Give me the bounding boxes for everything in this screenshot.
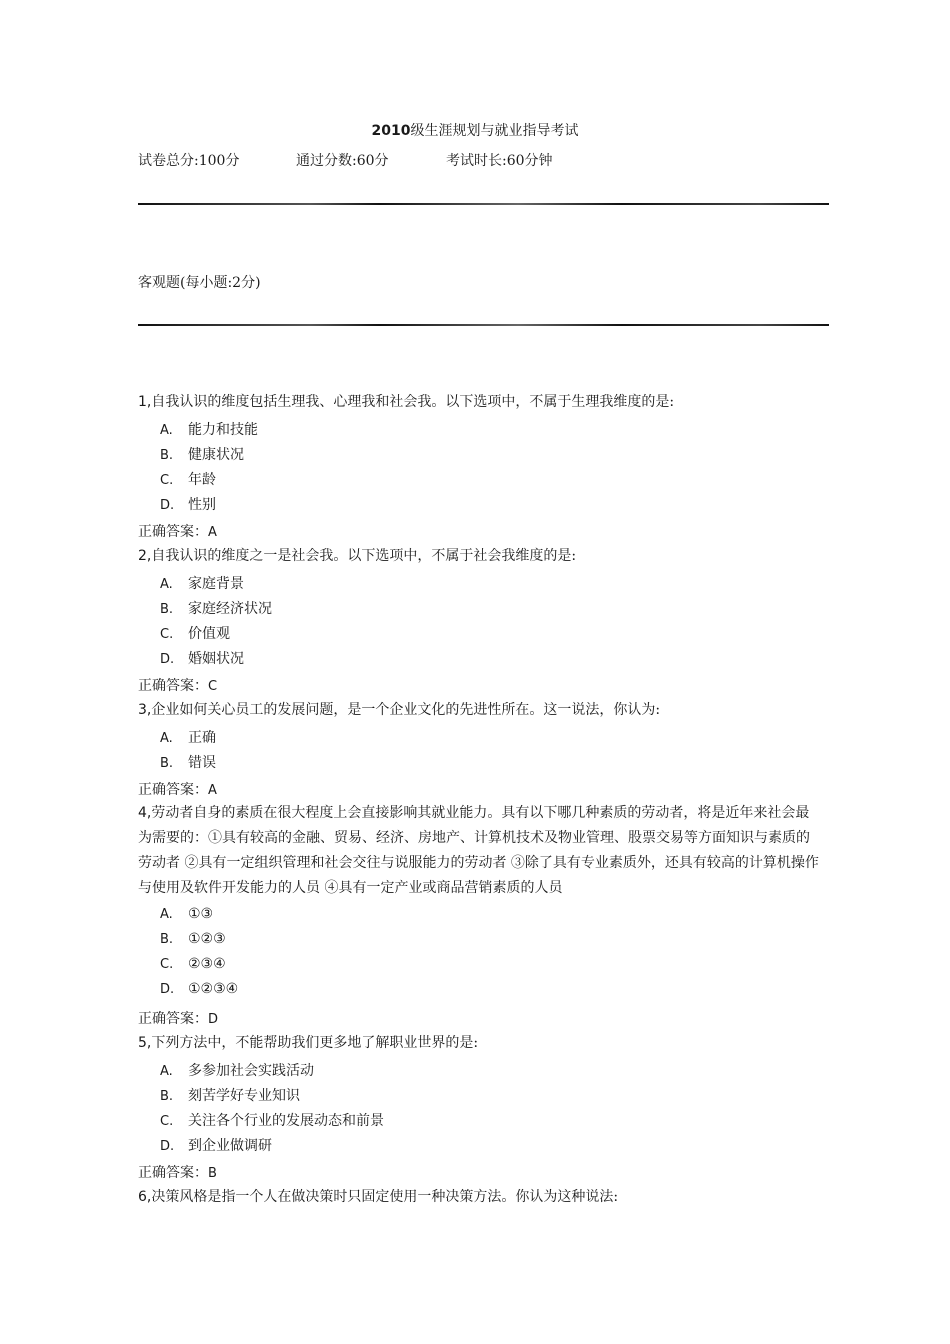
- total-score: 试卷总分:100分: [138, 153, 240, 169]
- question-text: 自我认识的维度包括生理我、心理我和社会我。以下选项中，不属于生理我维度的是:: [151, 394, 675, 410]
- question-text: 劳动者自身的素质在很大程度上会直接影响其就业能力。具有以下哪几种素质的劳动者，将是近年来社会最为需要的：①具有较高的金融、贸易、经济、房地产、计算机技术及物业管理、股票交易等方面知识与素质的劳动者 ②具有一定组织管理和社会交往与说服能力的劳动者 ③除了具有专业素质外，还具有较高的计算机操作与使用及软件开发能力的人员 ④具有一定产业或商品营销素质的人员: [138, 805, 819, 896]
- question-5: [138, 1033, 478, 1053]
- correct-answer: 正确答案：B: [138, 1165, 217, 1181]
- divider-top: [138, 203, 829, 205]
- exam-duration: 考试时长:60分钟: [446, 153, 553, 169]
- question-1: [138, 392, 674, 412]
- correct-answer: 正确答案：A: [138, 782, 217, 798]
- option-b: B. 家庭经济状况: [160, 601, 272, 617]
- question-number: 6,: [138, 1189, 152, 1205]
- question-number: 2,: [138, 548, 152, 564]
- question-number: 4,: [138, 805, 152, 821]
- divider-section: [138, 324, 829, 326]
- question-4: [138, 801, 820, 901]
- option-d: D. 婚姻状况: [160, 651, 244, 667]
- option-c: C. ②③④: [160, 956, 226, 972]
- option-d: D. ①②③④: [160, 981, 239, 997]
- pass-score: 通过分数:60分: [296, 153, 389, 169]
- option-b: B. ①②③: [160, 931, 226, 947]
- option-d: D. 到企业做调研: [160, 1138, 272, 1154]
- correct-answer: 正确答案：D: [138, 1011, 219, 1027]
- question-text: 决策风格是指一个人在做决策时只固定使用一种决策方法。你认为这种说法:: [151, 1189, 619, 1205]
- question-2: [138, 546, 576, 566]
- question-text: 企业如何关心员工的发展问题，是一个企业文化的先进性所在。这一说法，你认为:: [151, 702, 661, 718]
- option-a: A. 能力和技能: [160, 422, 258, 438]
- question-text: 下列方法中，不能帮助我们更多地了解职业世界的是:: [151, 1035, 479, 1051]
- question-text: 自我认识的维度之一是社会我。以下选项中，不属于社会我维度的是:: [151, 548, 577, 564]
- correct-answer: 正确答案：A: [138, 524, 217, 540]
- question-6: [138, 1187, 618, 1207]
- page-title: [0, 120, 950, 140]
- question-number: 1,: [138, 394, 152, 410]
- question-3: [138, 700, 660, 720]
- option-d: D. 性别: [160, 497, 216, 513]
- option-c: C. 关注各个行业的发展动态和前景: [160, 1113, 384, 1129]
- option-b: B. 错误: [160, 755, 216, 771]
- option-a: A. 多参加社会实践活动: [160, 1063, 314, 1079]
- option-a: A. 正确: [160, 730, 216, 746]
- option-b: B. 刻苦学好专业知识: [160, 1088, 300, 1104]
- title-year: 2010: [371, 123, 411, 139]
- title-text: 级生涯规划与就业指导考试: [410, 123, 579, 139]
- section-heading: 客观题(每小题:2分): [138, 275, 261, 291]
- option-b: B. 健康状况: [160, 447, 244, 463]
- option-c: C. 价值观: [160, 626, 230, 642]
- question-number: 3,: [138, 702, 152, 718]
- option-a: A. ①③: [160, 906, 214, 922]
- option-a: A. 家庭背景: [160, 576, 244, 592]
- correct-answer: 正确答案：C: [138, 678, 218, 694]
- option-c: C. 年龄: [160, 472, 216, 488]
- question-number: 5,: [138, 1035, 152, 1051]
